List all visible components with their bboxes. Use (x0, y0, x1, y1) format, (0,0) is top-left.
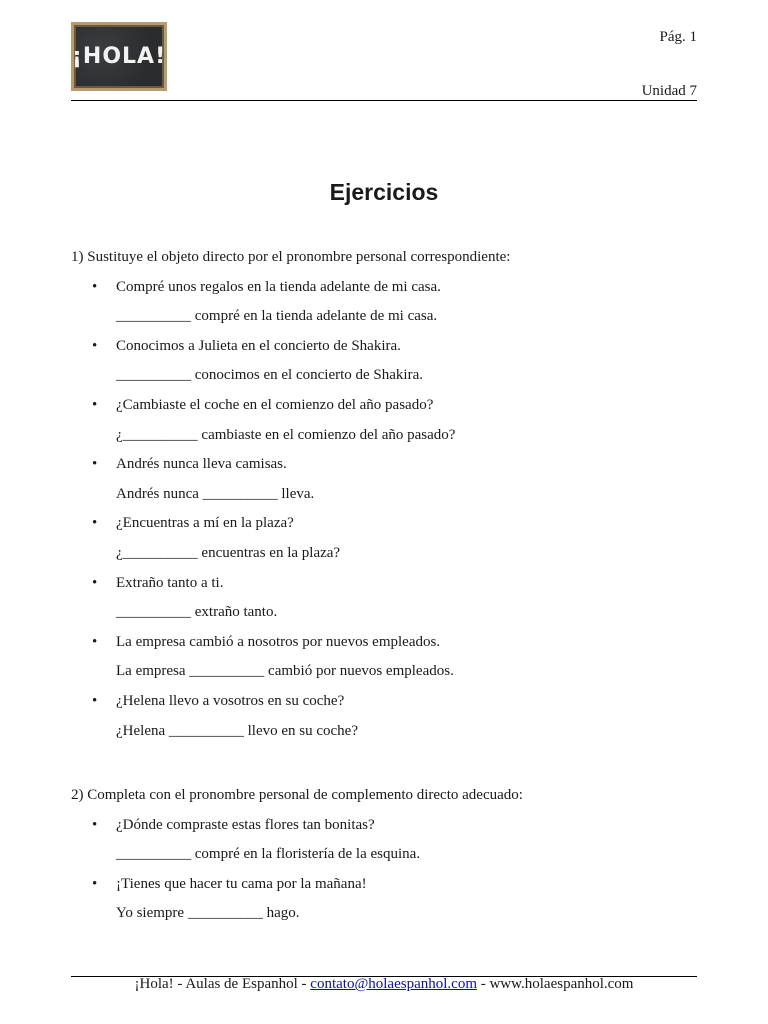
list-item (71, 870, 701, 900)
answer-line: __________ extraño tanto. (116, 604, 278, 621)
list-item (71, 687, 701, 717)
bullet-icon: • (92, 456, 98, 473)
exercise-sentence: Extraño tanto a ti. (116, 574, 224, 591)
list-item (71, 811, 701, 841)
bullet-icon: • (92, 515, 98, 532)
hola-logo (71, 22, 167, 91)
bullet-icon: • (92, 574, 98, 591)
bullet-icon: • (92, 337, 98, 354)
list-item (71, 273, 701, 303)
bullet-icon: • (92, 396, 98, 413)
exercise-sentence: Conocimos a Julieta en el concierto de Shakira. (116, 337, 401, 354)
exercise-sentence: ¡Tienes que hacer tu cama por la mañana! (116, 875, 367, 892)
footer-email-link[interactable]: contato@holaespanhol.com (310, 976, 477, 992)
list-item (71, 391, 701, 421)
list-item (71, 450, 701, 480)
exercise-sentence: ¿Helena llevo a vosotros en su coche? (116, 692, 345, 709)
bullet-icon: • (92, 816, 98, 833)
footer-prefix: ¡Hola! - Aulas de Espanhol - (134, 976, 311, 992)
answer-line: Andrés nunca __________ lleva. (116, 485, 315, 502)
exercise-section-2 (71, 781, 701, 929)
bullet-icon: • (92, 875, 98, 892)
list-item (71, 509, 701, 539)
exercise-sentence: ¿Cambiaste el coche en el comienzo del año pasado? (116, 396, 434, 413)
list-item (71, 569, 701, 599)
answer-line: __________ compré en la floristería de la esquina. (116, 846, 421, 863)
answer-line: ¿__________ cambiaste en el comienzo del año pasado? (116, 426, 456, 443)
answer-line: La empresa __________ cambió por nuevos empleados. (116, 663, 454, 680)
answer-line: ¿__________ encuentras en la plaza? (116, 544, 341, 561)
exercise-sentence: ¿Dónde compraste estas flores tan bonitas? (116, 816, 375, 833)
page-title: Ejercicios (329, 179, 439, 205)
chalkboard-logo-image (71, 27, 167, 86)
exercise-prompt: 1) Sustituye el objeto directo por el pronombre personal correspondiente: (71, 249, 511, 265)
exercise-section-1 (71, 243, 701, 746)
answer-line: Yo siempre __________ hago. (116, 905, 300, 922)
bullet-icon: • (92, 278, 98, 295)
answer-line: ¿Helena __________ llevo en su coche? (116, 722, 358, 739)
list-item (71, 628, 701, 658)
exercise-sentence: ¿Encuentras a mí en la plaza? (116, 515, 294, 532)
footer-suffix: - www.holaespanhol.com (476, 976, 634, 992)
bullet-icon: • (92, 633, 98, 650)
page-footer (0, 976, 768, 993)
answer-line: __________ compré en la tienda adelante de mi casa. (116, 308, 438, 325)
unit-label: Unidad 7 (641, 83, 697, 99)
exercise-sentence: Compré unos regalos en la tienda adelante de mi casa. (116, 278, 441, 295)
answer-line: __________ conocimos en el concierto de Shakira. (116, 367, 424, 384)
exercise-content (71, 243, 701, 929)
header-divider (71, 100, 697, 101)
bullet-icon: • (92, 692, 98, 709)
exercise-prompt: 2) Completa con el pronombre personal de complemento directo adecuado: (71, 787, 523, 804)
logo-text: ¡HOLA! (71, 44, 167, 69)
page-number: Pág. 1 (659, 29, 697, 45)
exercise-sentence: Andrés nunca lleva camisas. (116, 456, 287, 473)
list-item (71, 332, 701, 362)
exercise-sentence: La empresa cambió a nosotros por nuevos empleados. (116, 633, 441, 650)
